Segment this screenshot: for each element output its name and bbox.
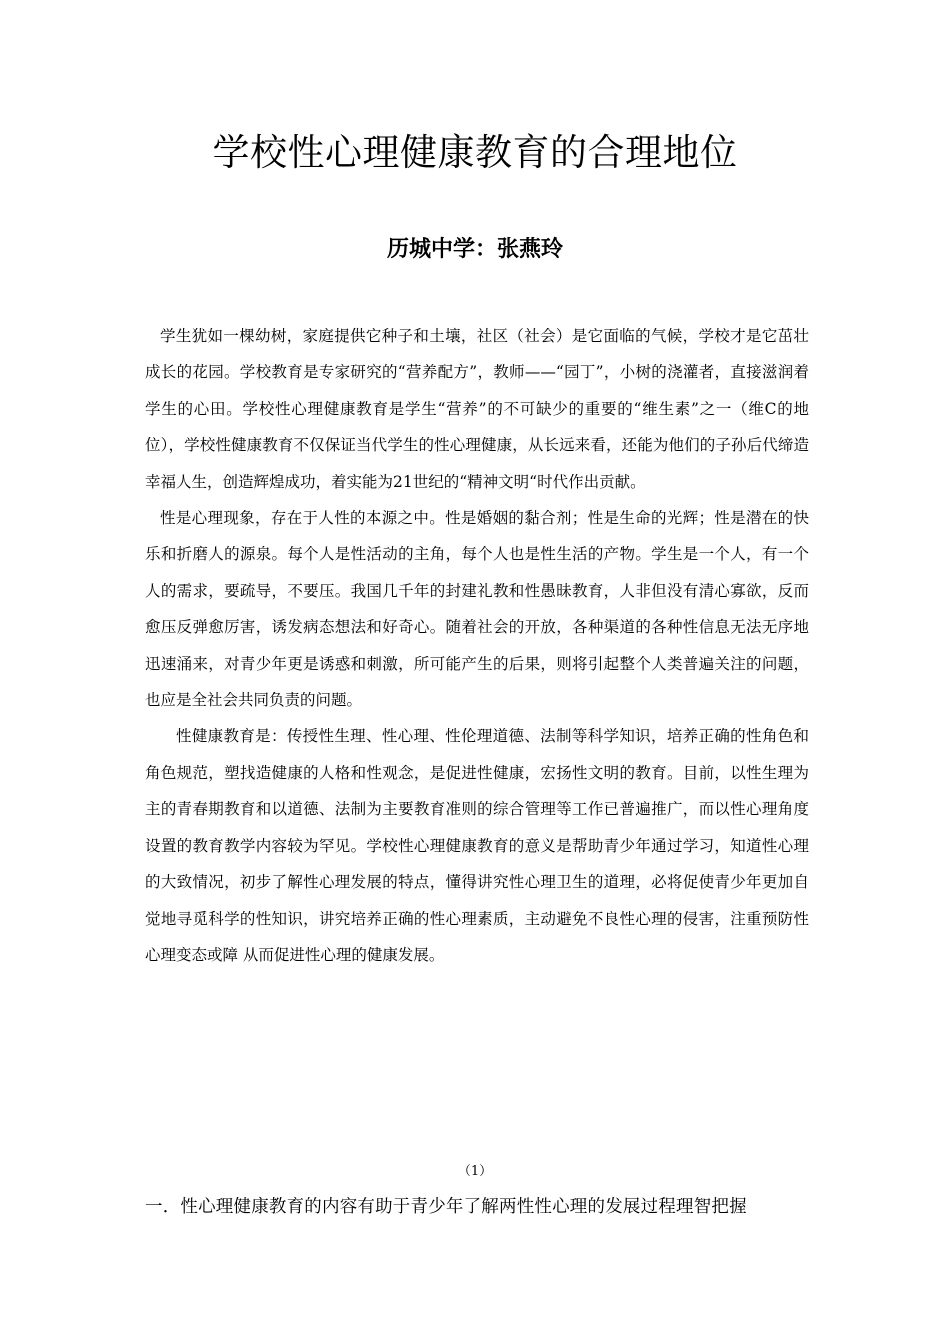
body-text [145, 318, 809, 973]
page-number: （1） [457, 1164, 493, 1179]
paragraph: 学生犹如一棵幼树，家庭提供它种子和土壤，社区（社会）是它面临的气候，学校才是它茁壮成长的花园。学校教育是专家研究的“营养配方”，教师——“园丁”，小树的浇灌者，直接滋润着学生的心田。学校性心理健康教育是学生“营养”的不可缺少的重要的“维生素”之一（维C的地位），学校性健康教育不仅保证当代学生的性心理健康，从长远来看，还能为他们的子孙后代缔造幸福人生，创造辉煌成功，着实能为21世纪的“精神文明“时代作出贡献。 [145, 327, 809, 491]
document-title: 学校性心理健康教育的合理地位 [212, 131, 738, 174]
paragraph: 性健康教育是：传授性生理、性心理、性伦理道德、法制等科学知识，培养正确的性角色和角色规范，塑找造健康的人格和性观念，是促进性健康，宏扬性文明的教育。目前，以性生理为主的青春期教育和以道德、法制为主要教育准则的综合管理等工作已普遍推广，而以性心理角度设置的教育教学内容较为罕见。学校性心理健康教育的意义是帮助青少年通过学习，知道性心理的大致情况，初步了解性心理发展的特点，懂得讲究性心理卫生的道理，必将促使青少年更加自觉地寻觅科学的性知识，讲究培养正确的性心理素质，主动避免不良性心理的侵害，注重预防性心理变态或障 从而促进性心理的健康发展。 [145, 727, 809, 964]
author-line: 历城中学：张燕玲 [386, 237, 563, 262]
section-heading: 一．性心理健康教育的内容有助于青少年了解两性性心理的发展过程理智把握 [145, 1197, 747, 1217]
paragraph: 性是心理现象，存在于人性的本源之中。性是婚姻的黏合剂；性是生命的光辉；性是潜在的快乐和折磨人的源泉。每个人是性活动的主角，每个人也是性生活的产物。学生是一个人，有一个人的需求，要疏导，不要压。我国几千年的封建礼教和性愚昧教育，人非但没有清心寡欲，反而愈压反弹愈厉害，诱发病态想法和好奇心。随着社会的开放，各种渠道的各种性信息无法无序地迅速涌来，对青少年更是诱惑和刺激，所可能产生的后果，则将引起整个人类普遍关注的问题，也应是全社会共同负责的问题。 [145, 509, 809, 710]
